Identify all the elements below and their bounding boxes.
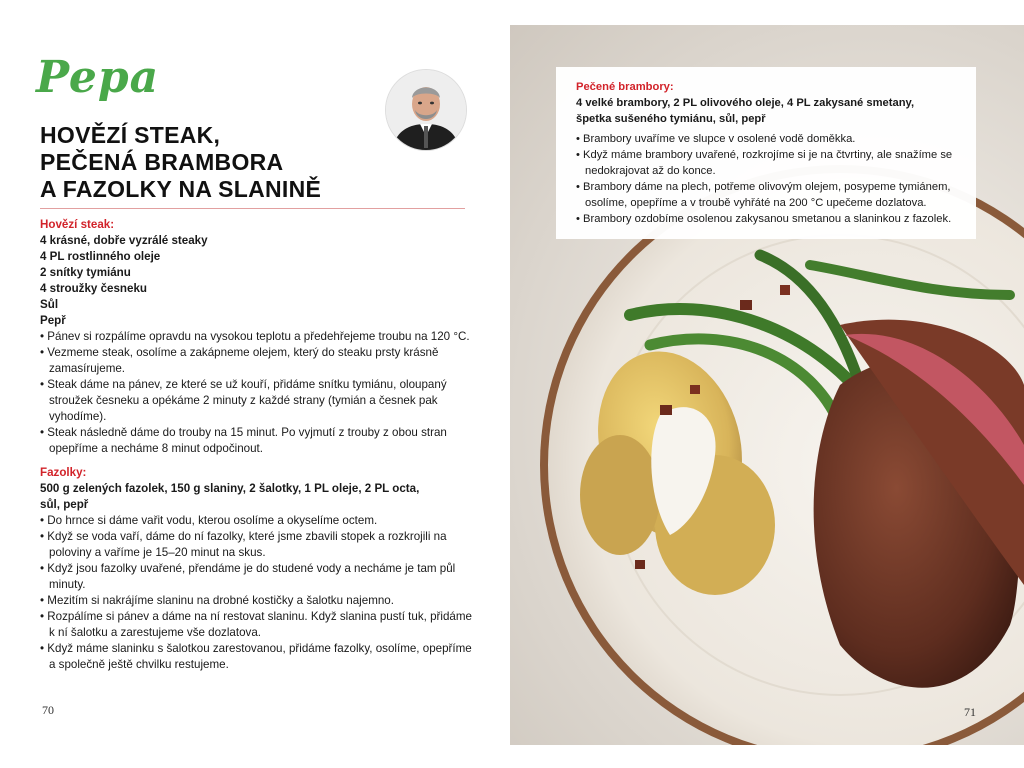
step-item: • Do hrnce si dáme vařit vodu, kterou osolíme a okyselíme octem. (40, 513, 480, 529)
ingredient-line: 4 stroužky česneku (40, 282, 147, 295)
step-item: • Vezmeme steak, osolíme a zakápneme olejem, který do steaku prsty krásně zamasírujeme. (40, 345, 480, 377)
step-item: • Brambory ozdobíme osolenou zakysanou smetanou a slaninkou z fazolek. (576, 211, 962, 227)
step-item: • Když se voda vaří, dáme do ní fazolky, které jsme zbavili stopek a rozkrojili na poloviny a vaříme je 15–20 minut na skus. (40, 529, 480, 561)
step-item: • Steak následně dáme do trouby na 15 minut. Po vyjmutí z trouby z obou stran opepříme a necháme 8 minut odpočinout. (40, 425, 480, 457)
title-divider (40, 208, 465, 209)
brand-logo: Pepa (36, 52, 160, 103)
title-line: A FAZOLKY NA SLANINĚ (40, 176, 322, 202)
ingredient-line: špetka sušeného tymiánu, sůl, pepř (576, 113, 766, 125)
chef-avatar (386, 70, 466, 150)
ingredient-line: Pepř (40, 314, 66, 327)
ingredient-line: 2 snítky tymiánu (40, 266, 131, 279)
step-item: • Mezitím si nakrájíme slaninu na drobné kostičky a šalotku najemno. (40, 593, 480, 609)
potatoes-recipe-box (556, 67, 976, 239)
ingredient-line: Sůl (40, 298, 59, 311)
ingredient-line: 4 krásné, dobře vyzrálé steaky (40, 234, 208, 247)
recipe-title (40, 122, 380, 203)
section-heading-beans: Fazolky: (40, 466, 87, 479)
recipe-body (40, 217, 480, 673)
ingredient-line: sůl, pepř (40, 498, 89, 511)
ingredient-line: 500 g zelených fazolek, 150 g slaniny, 2 šalotky, 1 PL oleje, 2 PL octa, (40, 482, 420, 495)
step-item: • Pánev si rozpálíme opravdu na vysokou teplotu a předehřejeme troubu na 120 °C. (40, 329, 480, 345)
step-item: • Steak dáme na pánev, ze které se už kouří, přidáme snítku tymiánu, oloupaný stroužek česneku a opékáme 2 minuty z každé strany (tymián a česnek pak vyhodíme). (40, 377, 480, 425)
ingredient-line: 4 PL rostlinného oleje (40, 250, 161, 263)
step-item: • Když máme slaninku s šalotkou zarestovanou, přidáme fazolky, osolíme, opepříme a společně ještě chvilku restujeme. (40, 641, 480, 673)
ingredient-line: 4 velké brambory, 2 PL olivového oleje, 4 PL zakysané smetany, (576, 97, 915, 109)
step-item: • Brambory uvaříme ve slupce v osolené vodě doměkka. (576, 131, 962, 147)
step-item: • Rozpálíme si pánev a dáme na ní restovat slaninu. Když slanina pustí tuk, přidáme k ní šalotku a zarestujeme vše dozlatova. (40, 609, 480, 641)
title-line: HOVĚZÍ STEAK, (40, 122, 221, 148)
step-item: • Když máme brambory uvařené, rozkrojíme si je na čtvrtiny, ale snažíme se nedokrajovat až do konce. (576, 147, 962, 179)
left-page (0, 0, 510, 768)
section-heading-steak: Hovězí steak: (40, 218, 115, 231)
step-item: • Když jsou fazolky uvařené, přendáme je do studené vody a necháme je tam půl minuty. (40, 561, 480, 593)
title-line: PEČENÁ BRAMBORA (40, 149, 284, 175)
page-number-right: 71 (964, 705, 976, 719)
section-heading-potatoes: Pečené brambory: (576, 81, 674, 93)
chef-portrait-image (386, 70, 466, 150)
step-item: • Brambory dáme na plech, potřeme olivovým olejem, posypeme tymiánem, osolíme, opepříme a v troubě vyhřáté na 200 °C upečeme dozlatova. (576, 179, 962, 211)
page-number-left: 70 (42, 703, 54, 717)
